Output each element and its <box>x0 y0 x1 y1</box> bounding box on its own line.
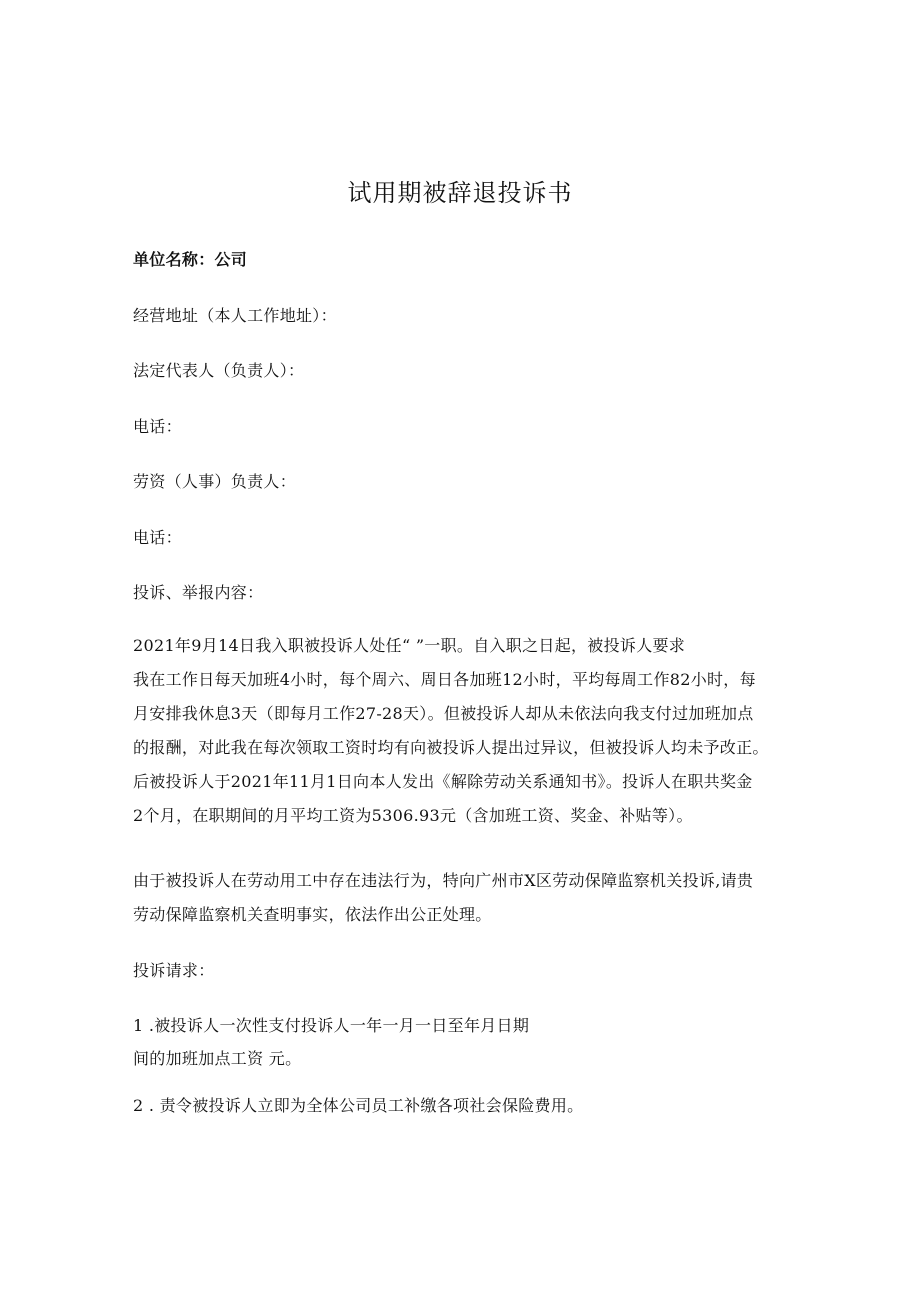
document-title: 试用期被辞退投诉书 <box>347 179 573 207</box>
paragraph-line: 劳动保障监察机关查明事实，依法作出公正处理。 <box>133 905 492 924</box>
phone-line-1: 电话： <box>133 417 182 436</box>
request-item-2: 2 . 责令被投诉人立即为全体公司员工补缴各项社会保险费用。 <box>133 1096 584 1115</box>
legal-representative-line: 法定代表人（负责人）： <box>133 361 305 380</box>
paragraph-line: 2个月，在职期间的月平均工资为5306.93元（含加班工资、奖金、补贴等）。 <box>133 806 693 825</box>
request-item-1-line-1: 1 .被投诉人一次性支付投诉人一年一月一日至年月日期 <box>133 1016 530 1035</box>
paragraph-line: 由于被投诉人在劳动用工中存在违法行为，特向广州市X区劳动保障监察机关投诉,请贵 <box>133 871 754 890</box>
request-item-1-line-2: 间的加班加点工资 元。 <box>133 1049 302 1068</box>
hr-contact-line: 劳资（人事）负责人： <box>133 472 297 491</box>
unit-name-line: 单位名称：公司 <box>133 250 248 269</box>
paragraph-line: 我在工作日每天加班4小时，每个周六、周日各加班12小时，平均每周工作82小时，每 <box>133 670 756 689</box>
paragraph-line: 的报酬，对此我在每次领取工资时均有向被投诉人提出过异议，但被投诉人均未予改正。 <box>133 738 769 757</box>
complaint-body-paragraph <box>133 629 769 833</box>
paragraph-line: 后被投诉人于2021年11月1日向本人发出《解除劳动关系通知书》。投诉人在职共奖金 <box>133 772 753 791</box>
investigation-request-paragraph <box>133 864 753 932</box>
phone-line-2: 电话： <box>133 528 182 547</box>
request-heading: 投诉请求： <box>133 961 215 980</box>
complaint-heading: 投诉、举报内容： <box>133 583 264 602</box>
address-line: 经营地址（本人工作地址）： <box>133 306 337 325</box>
paragraph-line: 2021年9月14日我入职被投诉人处任“ ”一职。自入职之日起，被投诉人要求 <box>133 636 686 655</box>
paragraph-line: 月安排我休息3天（即每月工作27-28天）。但被投诉人却从未依法向我支付过加班加点 <box>133 704 754 723</box>
